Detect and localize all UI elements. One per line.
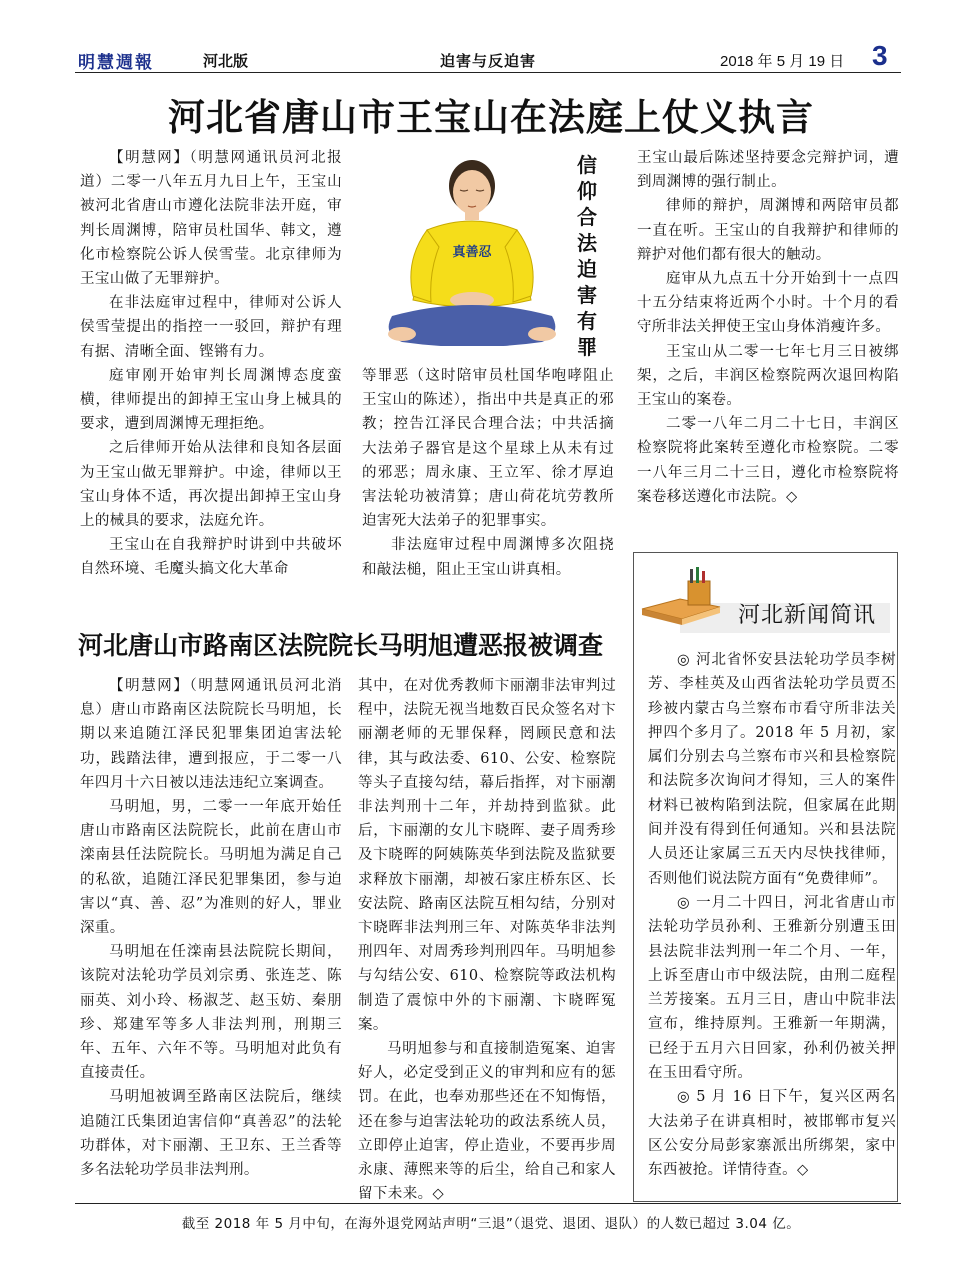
news-item: ◎ 5 月 16 日下午，复兴区两名大法弟子在讲真相时，被邯郸市复兴区公安分局彭家寨派出所绑架，家中东西被抢。详情待查。◇ bbox=[648, 1089, 896, 1179]
shirt-text: 真善忍 bbox=[452, 245, 492, 260]
news-brief-items bbox=[648, 648, 896, 1183]
article2-col2-para: 马明旭参与和直接制造冤案、迫害好人，必定受到正义的审判和应有的惩罚。在此，也奉劝那些还在不知悔悟，还在参与迫害法轮功的政法系统人员，立即停止迫害，停止造业，不要再步周永康、薄熙来等的后尘，给自己和家人留下未来。◇ bbox=[358, 1041, 616, 1203]
article1-column-1 bbox=[80, 146, 342, 582]
section-title: 迫害与反迫害 bbox=[440, 52, 537, 70]
article1-col1-para: 【明慧网】（明慧网通讯员河北报道）二零一八年五月九日上午，王宝山被河北省唐山市遵化法院非法开庭，审判长周渊博，陪审员杜国华、韩文，遵化市检察院公诉人侯雪莹。北京律师为王宝山做了无罪辩护。 bbox=[80, 150, 342, 288]
issue-date: 2018 年 5 月 19 日 bbox=[720, 53, 845, 70]
footer-note: 截至 2018 年 5 月中旬，在海外退党网站声明“三退”（退党、退团、退队）的人数已超过 3.04 亿。 bbox=[181, 1216, 801, 1232]
news-brief-title: 河北新闻简讯 bbox=[738, 603, 877, 628]
article1-col3-para: 律师的辩护，周渊博和两陪审员都一直在听。王宝山的自我辩护和律师的辩护对他们都有很大的触动。 bbox=[637, 198, 899, 263]
article1-title: 河北省唐山市王宝山在法庭上仗义执言 bbox=[168, 95, 814, 139]
article1-col2-para: 等罪恶（这时陪审员杜国华咆哮阻止王宝山的陈述），指出中共是真正的邪教；控告江泽民合理合法；中共活摘大法弟子器官是这个星球上从未有过的邪恶；周永康、王立军、徐才厚迫害法轮功被清算；唐山荷花坑劳教所迫害死大法弟子的犯罪事实。 bbox=[362, 368, 614, 530]
article1-col2-para: 非法庭审过程中周渊博多次阻挠和敲法槌，阻止王宝山讲真相。 bbox=[362, 537, 614, 578]
edition-label: 河北版 bbox=[203, 52, 249, 70]
article1-col3-para: 庭审从九点五十分开始到十一点四十五分结束将近两个小时。十个月的看守所非法关押使王宝山身体消瘦许多。 bbox=[637, 271, 899, 336]
article2-col2-para: 其中，在对优秀教师卞丽潮非法审判过程中，法院无视当地数百民众签名对卞丽潮老师的无罪保释，罔顾民意和法律，其与政法委、610、公安、检察院等头子直接勾结，幕后指挥，对卞丽潮非法判刑十二年，并劫持到监狱。此后，卞丽潮的女儿卞晓晖、妻子周秀珍及卞晓晖的阿姨陈英华到法院及监狱要求释放卞丽潮，却被石家庄桥东区、长安法院、路南区法院互相勾结，分别对卞晓晖非法判刑三年、对陈英华非法判刑四年、对周秀珍判刑四年。马明旭参与勾结公安、610、检察院等政法机构制造了震惊中外的卞丽潮、卞晓晖冤案。 bbox=[358, 678, 616, 1033]
article1-col1-para: 庭审刚开始审判长周渊博态度蛮横，律师提出的卸掉王宝山身上械具的要求，遭到周渊博无理拒绝。 bbox=[80, 367, 342, 433]
footer-rule bbox=[75, 1203, 901, 1204]
news-item: ◎ 河北省怀安县法轮功学员李树芳、李桂英及山西省法轮功学员贾丕珍被内蒙古乌兰察布市看守所非法关押四个多月了。2018 年 5 月初，家属们分别去乌兰察布市兴和县检察院和法院多次询问才得知，三人的案件材料已被构陷到法院，但家属在此期间并没有得到任何通知。兴和县法院人员还让家属三五天内尽快找律师，否则他们说法院方面有“免费律师”。 bbox=[648, 652, 896, 887]
article2-column-2 bbox=[358, 674, 616, 1206]
article1-col1-para: 之后律师开始从法律和良知各层面为王宝山做无罪辩护。中途，律师以王宝山身体不适，再次提出卸掉王宝山身上的械具的要求，法庭允许。 bbox=[80, 440, 342, 530]
article2-col1-para: 马明旭，男，二零一一年底开始任唐山市路南区法院院长，此前在唐山市滦南县任法院院长。马明旭为满足自己的私欲，追随江泽民犯罪集团，参与迫害以“真、善、忍”为准则的好人，罪业深重。 bbox=[80, 799, 342, 937]
article1-column-2 bbox=[362, 364, 614, 582]
news-item: ◎ 一月二十四日，河北省唐山市法轮功学员孙利、王雅新分别遭玉田县法院非法判刑一年二个月、一年，上诉至唐山市中级法院，由刑二庭程兰芳接案。五月三日，唐山中院非法宣布，维持原判。王雅新一年期满，已经于五月六日回家，孙利仍被关押在玉田看守所。 bbox=[648, 894, 896, 1082]
article1-col3-para: 王宝山最后陈述坚持要念完辩护词，遭到周渊博的强行制止。 bbox=[637, 150, 899, 191]
photo-caption-vertical: 信仰合法迫害有罪 bbox=[577, 153, 597, 359]
newspaper-brand: 明慧週報 bbox=[78, 53, 154, 73]
article1-column-3 bbox=[637, 146, 899, 509]
article1-col1-para: 在非法庭审过程中，律师对公诉人侯雪莹提出的指控一一驳回，辩护有理有据、清晰全面、铿锵有力。 bbox=[80, 295, 342, 360]
article2-col1-para: 马明旭在任滦南县法院院长期间，该院对法轮功学员刘宗勇、张连芝、陈丽英、刘小玲、杨淑芝、赵玉妨、秦朋珍、郑建军等多人非法判刑，刑期三年、五年、六年不等。马明旭对此负有直接责任。 bbox=[80, 944, 342, 1082]
article2-column-1 bbox=[80, 674, 342, 1182]
page-number: 3 bbox=[872, 40, 888, 71]
article1-col3-para: 王宝山从二零一七年七月三日被绑架，之后，丰润区检察院两次退回构陷王宝山的案卷。 bbox=[637, 343, 899, 409]
header-rule bbox=[75, 72, 901, 73]
article2-col1-para: 马明旭被调至路南区法院后，继续追随江氏集团迫害信仰“真善忍”的法轮功群体，对卞丽潮、王卫东、王兰香等多名法轮功学员非法判刑。 bbox=[80, 1089, 342, 1179]
article2-col1-para: 【明慧网】（明慧网通讯员河北消息）唐山市路南区法院院长马明旭，长期以来追随江泽民犯罪集团迫害法轮功，践踏法律，遭到报应，于二零一八年四月十六日被以违法违纪立案调查。 bbox=[80, 678, 342, 791]
article1-col3-para: 二零一八年二月二十七日，丰润区检察院将此案转至遵化市检察院。二零一八年三月二十三日，遵化市检察院将案卷移送遵化市法院。◇ bbox=[637, 416, 899, 505]
article2-title: 河北唐山市路南区法院院长马明旭遭恶报被调查 bbox=[78, 631, 604, 660]
article1-col1-para: 王宝山在自我辩护时讲到中共破坏自然环境、毛魔头搞文化大革命 bbox=[80, 537, 342, 578]
